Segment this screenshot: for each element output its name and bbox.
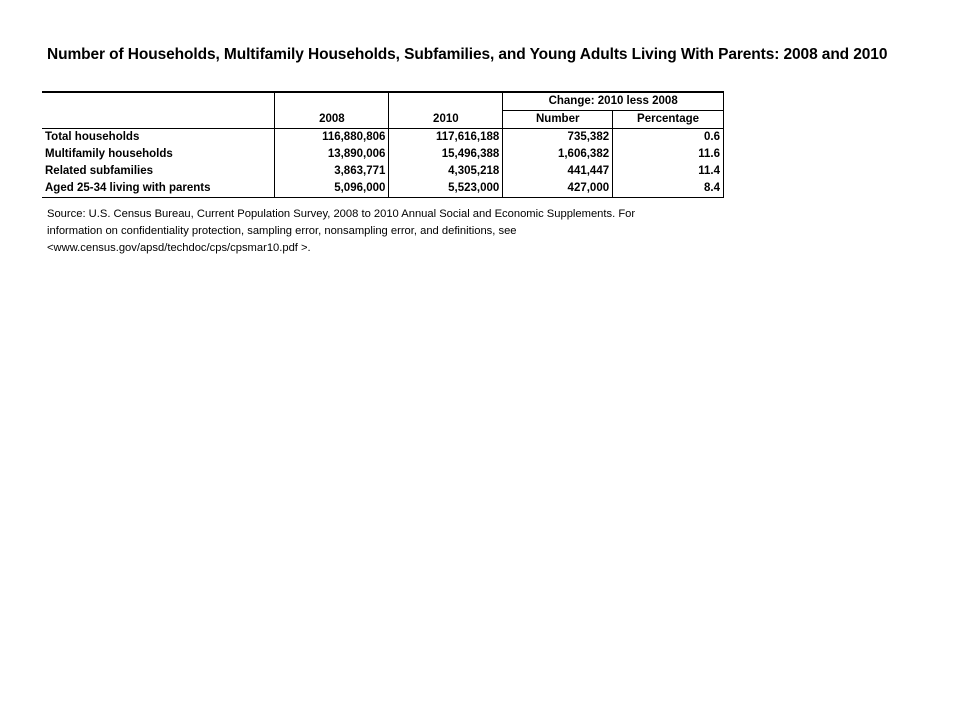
column-header-2008: 2008 [275,111,389,129]
table-row [42,163,724,180]
cell-2010: 117,616,188 [389,129,503,147]
cell-number: 427,000 [503,180,613,198]
cell-2010: 4,305,218 [389,163,503,180]
cell-2010: 5,523,000 [389,180,503,198]
empty-header-cell [42,92,275,111]
cell-2008: 116,880,806 [275,129,389,147]
source-note [47,206,737,257]
cell-number: 735,382 [503,129,613,147]
table-row [42,129,724,147]
row-label: Multifamily households [45,148,173,160]
cell-2008: 13,890,006 [275,146,389,163]
source-link-line: <www.census.gov/apsd/techdoc/cps/cpsmar10.pdf >. [47,242,311,254]
table-row [42,146,724,163]
row-label: Related subfamilies [45,165,154,177]
empty-header-cell [389,92,503,111]
cell-2010: 15,496,388 [389,146,503,163]
label-header-cell [42,111,275,129]
cell-number: 441,447 [503,163,613,180]
column-header-percentage: Percentage [613,111,724,129]
cell-percentage: 11.6 [613,146,724,163]
cell-2008: 5,096,000 [275,180,389,198]
table-title: Number of Households, Multifamily Households, Subfamilies, and Young Adults Living With Parents: 2008 and 2010 [47,46,888,63]
row-label: Total households [45,131,140,143]
cell-percentage: 0.6 [613,129,724,147]
source-line: Source: U.S. Census Bureau, Current Population Survey, 2008 to 2010 Annual Social and Economic Supplements. For [47,208,636,220]
row-label: Aged 25-34 living with parents [42,180,275,198]
column-header-number: Number [503,111,613,129]
empty-header-cell [275,92,389,111]
cell-number: 1,606,382 [503,146,613,163]
cell-2008: 3,863,771 [275,163,389,180]
table-row [42,180,724,198]
cell-percentage: 8.4 [613,180,724,198]
column-header-2010: 2010 [389,111,503,129]
cell-percentage: 11.4 [613,163,724,180]
header-row-top [42,92,724,111]
header-row [42,111,724,129]
source-line: information on confidentiality protection, sampling error, nonsampling error, and definitions, see [47,225,517,237]
households-table [42,91,724,198]
change-header: Change: 2010 less 2008 [503,92,724,111]
